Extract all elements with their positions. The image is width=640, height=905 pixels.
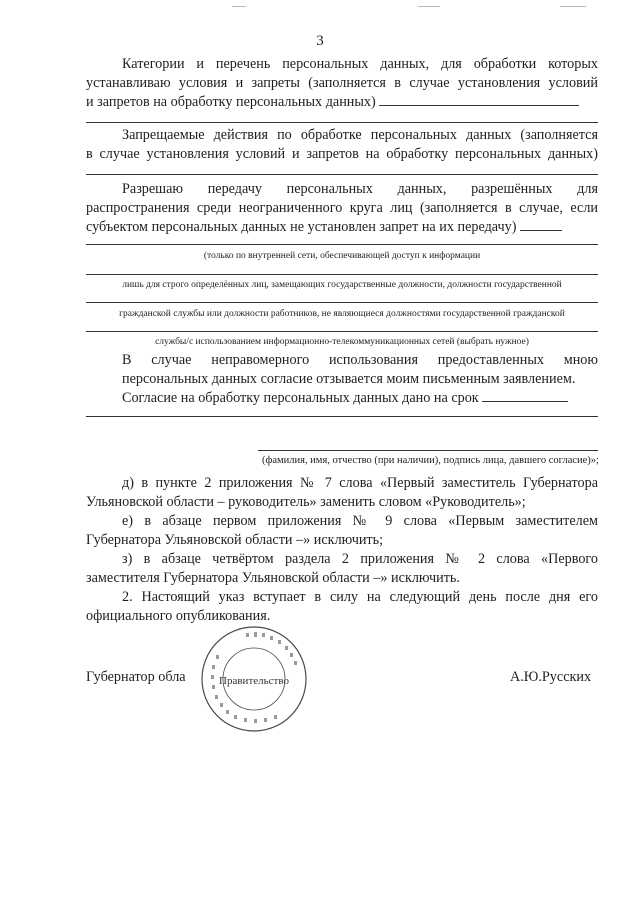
scan-artifact <box>560 6 586 7</box>
item-z: з) в абзаце четвёртом раздела 2 приложения № 2 слова «Первого заместителя Губернатора Ульяновской области –» исключить. <box>86 551 598 586</box>
paragraph-prohibited-actions: Запрещаемые действия по обработке персональных данных (заполняется в случае установления условий и запретов на обработку персональных данных) <box>86 127 598 162</box>
paragraph-term: Согласие на обработку персональных данных дано на срок <box>86 389 598 408</box>
scan-artifact <box>232 6 246 7</box>
fill-in-line <box>379 93 579 106</box>
fill-in-line <box>86 122 598 123</box>
caption-access-1: (только по внутренней сети, обеспечивающей доступ к информации <box>203 251 481 261</box>
fill-in-line <box>86 174 598 175</box>
fill-in-line <box>520 218 562 231</box>
paragraph-categories: Категории и перечень персональных данных, для обработки которых устанавливаю условия и запреты (заполняется в случае установления условий и запретов на обработку персональных данных) <box>86 56 598 110</box>
item-e: е) в абзаце первом приложения № 9 слова «Первым заместителем Губернатора Ульяновской области –» исключить; <box>86 513 598 548</box>
official-stamp <box>198 623 310 735</box>
fill-in-line <box>86 416 598 417</box>
fill-in-line <box>86 274 598 275</box>
caption-access-2: лишь для строго определённых лиц, замещающих государственные должности, должности государственной <box>122 280 562 290</box>
fill-in-line <box>482 389 568 402</box>
fill-in-line <box>86 244 598 245</box>
caption-access-4: службы/с использованием информационно-телекоммуникационных сетей (выбрать нужное) <box>155 337 529 347</box>
stamp-center-text: Правительство <box>219 675 289 687</box>
item-2: 2. Настоящий указ вступает в силу на следующий день после дня его официального опубликования. <box>86 589 598 624</box>
paragraph-withdrawal: В случае неправомерного использования предоставленных мною персональных данных согласие отзывается моим письменным заявлением. <box>122 352 598 387</box>
governor-name: А.Ю.Русских <box>510 669 592 685</box>
fill-in-line <box>86 331 598 332</box>
governor-label: Губернатор обла <box>86 669 186 685</box>
caption-access-3: гражданской службы или должности работников, не являющиеся должностями государственной гражданской <box>119 309 565 319</box>
signature-line <box>258 450 598 451</box>
item-d: д) в пункте 2 приложения № 7 слова «Первый заместитель Губернатора Ульяновской области – руководитель» заменить словом «Руководитель»; <box>86 475 598 510</box>
signature-caption: (фамилия, имя, отчество (при наличии), подпись лица, давшего согласие)»; <box>262 455 599 466</box>
fill-in-line <box>86 302 598 303</box>
paragraph-permission: Разрешаю передачу персональных данных, разрешённых для распространения среди неограниченного круга лиц (заполняется в случае, если субъектом персональных данных не установлен запрет на их передачу) <box>86 181 598 235</box>
page-number: 3 <box>316 33 324 49</box>
scan-artifact <box>418 6 440 7</box>
